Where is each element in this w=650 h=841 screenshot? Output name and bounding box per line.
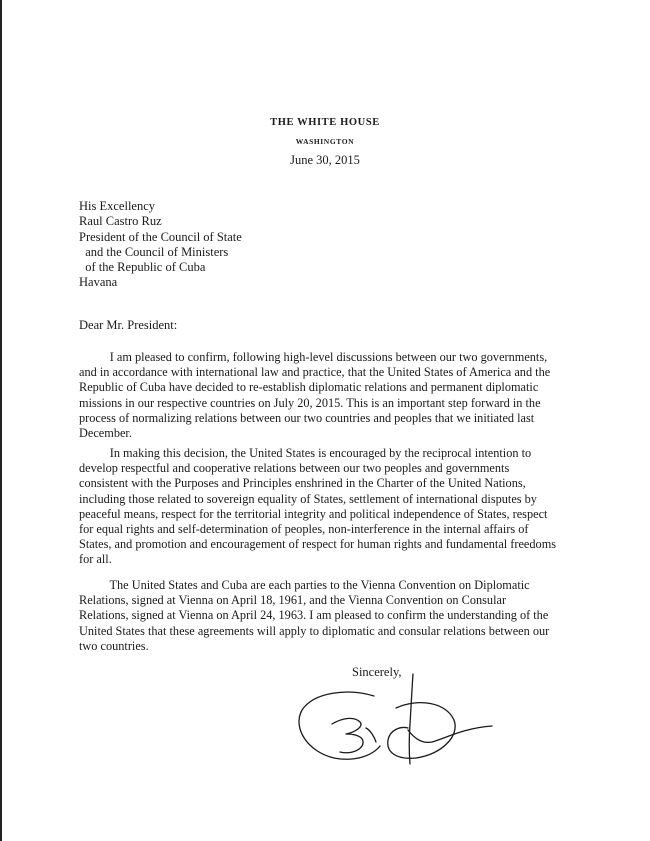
paragraph-line: consistent with the Purposes and Principles enshrined in the Charter of the United Nations, <box>79 476 526 491</box>
body-paragraph-1 <box>79 350 550 441</box>
letter-date: June 30, 2015 <box>290 153 360 167</box>
body-paragraph-3 <box>79 578 549 654</box>
paragraph-line: and in accordance with international law and practice, that the United States of America and the <box>79 365 551 380</box>
signature-icon <box>296 668 496 778</box>
letterhead-city: WASHINGTON <box>295 137 355 146</box>
paragraph-line: including those related to sovereign equality of States, settlement of international disputes by <box>79 491 537 506</box>
paragraph-line: peaceful means, respect for the territorial integrity and political independence of States, respect <box>79 506 548 521</box>
address-line: President of the Council of State <box>79 229 242 244</box>
closing: Sincerely, <box>352 665 402 679</box>
paragraph-line: for equal rights and self-determination of peoples, non-interference in the internal affairs of <box>79 522 529 537</box>
letterhead-title: THE WHITE HOUSE <box>270 117 380 128</box>
paragraph-line: two countries. <box>79 638 149 653</box>
paragraph-line: missions in our respective countries on July 20, 2015. This is an important step forward in the <box>79 395 541 410</box>
address-line: of the Republic of Cuba <box>79 260 206 275</box>
paragraph-line: Relations, signed at Vienna on April 24, 1963. I am pleased to confirm the understanding of the <box>79 608 549 623</box>
paragraph-line: Relations, signed at Vienna on April 18, 1961, and the Vienna Convention on Consular <box>79 593 507 608</box>
recipient-address <box>79 199 242 291</box>
paragraph-line: Republic of Cuba have decided to re-establish diplomatic relations and permanent diplomatic <box>79 380 539 395</box>
address-line: His Excellency <box>79 199 156 213</box>
paragraph-line: United States that these agreements will apply to diplomatic and consular relations between our <box>79 623 550 638</box>
paragraph-line: process of normalizing relations between our two countries and peoples that we initiated last <box>79 410 535 425</box>
address-line: Raul Castro Ruz <box>79 214 162 229</box>
paragraph-line: develop respectful and cooperative relations between our two peoples and governments <box>79 461 510 476</box>
paragraph-line: States, and promotion and encouragement of respect for human rights and fundamental freedoms <box>79 537 557 552</box>
paragraph-line: In making this decision, the United States is encouraged by the reciprocal intention to <box>79 446 532 460</box>
salutation: Dear Mr. President: <box>79 318 178 332</box>
paragraph-line: December. <box>79 426 132 441</box>
paragraph-line: I am pleased to confirm, following high-level discussions between our two governments, <box>79 350 548 364</box>
paragraph-line: The United States and Cuba are each parties to the Vienna Convention on Diplomatic <box>79 578 530 592</box>
paragraph-line: for all. <box>79 552 112 567</box>
address-line: and the Council of Ministers <box>79 244 229 259</box>
address-line: Havana <box>79 275 118 290</box>
body-paragraph-2 <box>79 446 556 568</box>
